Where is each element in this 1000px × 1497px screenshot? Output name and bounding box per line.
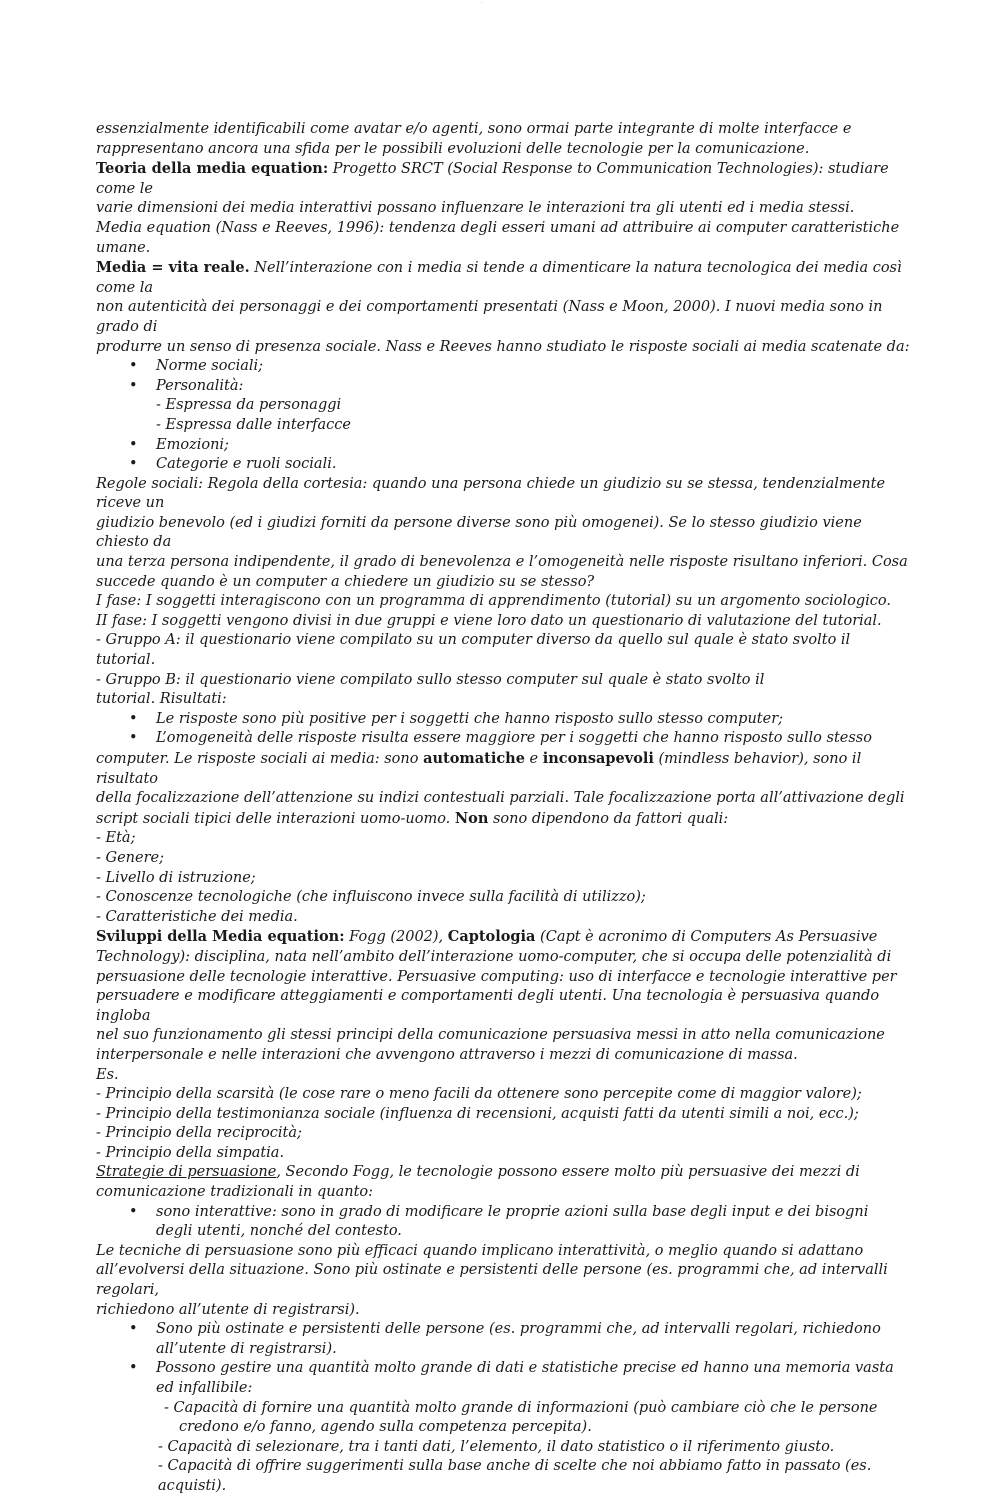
list-item: • Categorie e ruoli sociali. — [96, 455, 912, 475]
sub-list-item: - Espressa dalle interfacce — [156, 416, 352, 433]
list-item-continuation: degli utenti, nonché del contesto. — [156, 1223, 402, 1240]
factor-item: - Caratteristiche dei media. — [96, 908, 298, 925]
strategie-paragraph — [96, 1163, 912, 1183]
page-header-mark: — — [480, 0, 483, 4]
non-bold: Non — [454, 809, 489, 827]
vita-reale-text-3: produrre un senso di presenza sociale. Nass e Reeves hanno studiato le risposte sociali ai media scatenate da: — [96, 338, 910, 355]
sub-list-item: - Capacità di fornire una quantità molto grande di informazioni (può cambiare ciò che le persone — [164, 1399, 878, 1416]
automatiche-text-2: (mindless behavior), sono il risultato — [96, 751, 862, 787]
sviluppi-line: interpersonale e nelle interazioni che avvengono attraverso i mezzi di comunicazione di massa. — [96, 1046, 798, 1063]
principle-item: - Principio della simpatia. — [96, 1144, 285, 1161]
captologia-bold: Captologia — [447, 928, 536, 946]
automatiche-line-3a: script sociali tipici delle interazioni uomo-uomo. — [96, 810, 455, 827]
automatiche-line-3 — [96, 809, 912, 830]
list-item: • sono interattive: sono in grado di modificare le proprie azioni sulla base degli input e dei bisogni — [96, 1203, 912, 1223]
intro-line-1: essenzialmente identificabili come avatar e/o agenti, sono ormai parte integrante di molte interfacce e — [96, 121, 852, 137]
list-item-continuation: ed infallibile: — [156, 1380, 253, 1396]
sviluppi-text-1: (Capt è acronimo di Computers As Persuasive — [535, 929, 878, 946]
document-page — [96, 120, 912, 1497]
sub-list-item: - Capacità di offrire suggerimenti sulla base anche di scelte che noi abbiamo fatto in passato (es. acquisti). — [158, 1458, 872, 1494]
strategie-list-1 — [96, 1203, 912, 1242]
list-item-continuation: all’utente di registrarsi). — [156, 1340, 337, 1357]
automatiche-bold: automatiche — [423, 750, 525, 767]
list-item: • Emozioni; — [96, 436, 912, 456]
list-item: • Sono più ostinate e persistenti delle persone (es. programmi che, ad intervalli regolari, richiedono — [96, 1320, 912, 1340]
media-equation-text-1: Progetto SRCT (Social Response to Communication Technologies): studiare come le — [96, 161, 889, 197]
sviluppi-line: persuasione delle tecnologie interattive. Persuasive computing: uso di interfacce e tecnologie interattive per — [96, 968, 897, 985]
strategie-text-1: , Secondo Fogg, le tecnologie possono essere molto più persuasive dei mezzi di — [276, 1164, 860, 1181]
strategie-title: Strategie di persuasione — [96, 1164, 277, 1181]
vita-reale-text-1: Nell’interazione con i media si tende a dimenticare la natura tecnologica dei media così come la — [96, 260, 902, 296]
automatiche-paragraph — [96, 749, 912, 789]
media-equation-text-2: varie dimensioni dei media interattivi possano influenzare le interazioni tra gli utenti ed i media stessi. — [96, 200, 855, 217]
tecniche-line: Le tecniche di persuasione sono più efficaci quando implicano interattività, o meglio quando si adattano — [96, 1242, 864, 1259]
regole-line: - Gruppo A: il questionario viene compilato su un computer diverso da quello sul quale è stato svolto il tutorial. — [96, 632, 851, 669]
results-list — [96, 710, 912, 749]
media-equation-definition: Media equation (Nass e Reeves, 1996): tendenza degli esseri umani ad attribuire ai computer caratteristiche umane. — [96, 219, 900, 256]
vita-reale-paragraph — [96, 258, 912, 298]
list-item: • Possono gestire una quantità molto grande di dati e statistiche precise ed hanno una memoria vasta — [96, 1359, 912, 1379]
sviluppi-title: Sviluppi della Media equation: — [96, 928, 345, 946]
media-equation-paragraph — [96, 159, 912, 199]
regole-line: tutorial. Risultati: — [96, 691, 227, 708]
regole-line: II fase: I soggetti vengono divisi in due gruppi e viene loro dato un questionario di valutazione del tutorial. — [96, 612, 882, 629]
sub-list-item-continuation: credono e/o fanno, agendo sulla competenza percepita). — [179, 1419, 592, 1436]
regole-line: - Gruppo B: il questionario viene compilato sullo stesso computer sul quale è stato svolto il — [96, 671, 765, 688]
regole-line: giudizio benevolo (ed i giudizi forniti da persone diverse sono più omogenei). Se lo stesso giudizio viene chiesto da — [96, 514, 862, 551]
automatiche-line-3b: sono dipendono da fattori quali: — [488, 810, 729, 827]
regole-line: succede quando è un computer a chiedere un giudizio su se stesso? — [96, 573, 595, 590]
sviluppi-paragraph — [96, 927, 912, 948]
strategie-text-2: comunicazione tradizionali in quanto: — [96, 1184, 374, 1201]
list-item: • Le risposte sono più positive per i soggetti che hanno risposto sullo stesso computer; — [96, 710, 912, 730]
sub-list-item: - Espressa da personaggi — [156, 397, 342, 414]
automatiche-line-2: della focalizzazione dell’attenzione su indizi contestuali parziali. Tale focalizzazione porta all’attivazione degli — [96, 790, 905, 807]
list-item: • Personalità: — [96, 377, 912, 397]
intro-line-2: rappresentano ancora una sfida per le possibili evoluzioni delle tecnologie per la comunicazione. — [96, 140, 810, 157]
vita-reale-text-2: non autenticità dei personaggi e dei comportamenti presentati (Nass e Moon, 2000). I nuovi media sono in grado di — [96, 299, 883, 335]
sviluppi-line: persuadere e modificare atteggiamenti e comportamenti degli utenti. Una tecnologia è persuasiva quando ingloba — [96, 988, 880, 1024]
sviluppi-line: nel suo funzionamento gli stessi principi della comunicazione persuasiva messi in atto nella comunicazione — [96, 1027, 885, 1044]
social-responses-list — [96, 357, 912, 475]
list-item: • Norme sociali; — [96, 357, 912, 377]
media-equation-title: Teoria della media equation: — [96, 160, 329, 178]
factor-item: - Genere; — [96, 849, 164, 866]
strategie-list-2 — [96, 1320, 912, 1496]
regole-line: Regole sociali: Regola della cortesia: quando una persona chiede un giudizio su se stessa, tendenzialmente riceve un — [96, 475, 886, 512]
sviluppi-line: Technology): disciplina, nata nell’ambito dell’interazione uomo-computer, che si occupa delle potenzialità di — [96, 948, 892, 965]
sviluppi-line: Es. — [96, 1066, 119, 1083]
tecniche-line: richiedono all’utente di registrarsi). — [96, 1301, 360, 1318]
automatiche-text-1: computer. Le risposte sociali ai media: sono — [96, 751, 424, 767]
regole-line: I fase: I soggetti interagiscono con un programma di apprendimento (tutorial) su un argomento sociologico. — [96, 593, 891, 610]
automatiche-and: e — [524, 751, 543, 767]
inconsapevoli-bold: inconsapevoli — [542, 750, 654, 767]
principle-item: - Principio della testimonianza sociale (influenza di recensioni, acquisti fatti da utenti simili a noi, ecc.); — [96, 1105, 859, 1122]
sviluppi-fogg: Fogg (2002), — [344, 929, 448, 946]
list-item: • L’omogeneità delle risposte risulta essere maggiore per i soggetti che hanno risposto sullo stesso — [96, 729, 912, 749]
sub-list-item: - Capacità di selezionare, tra i tanti dati, l’elemento, il dato statistico o il riferimento giusto. — [158, 1438, 835, 1455]
factor-item: - Conoscenze tecnologiche (che influiscono invece sulla facilità di utilizzo); — [96, 889, 646, 906]
factor-item: - Età; — [96, 830, 136, 847]
vita-reale-title: Media = vita reale. — [96, 259, 250, 277]
principle-item: - Principio della scarsità (le cose rare o meno facili da ottenere sono percepite come di maggior valore); — [96, 1086, 862, 1103]
factor-item: - Livello di istruzione; — [96, 869, 256, 886]
tecniche-line: all’evolversi della situazione. Sono più ostinate e persistenti delle persone (es. programmi che, ad intervalli regolari, — [96, 1262, 888, 1299]
principle-item: - Principio della reciprocità; — [96, 1125, 302, 1142]
regole-line: una terza persona indipendente, il grado di benevolenza e l’omogeneità nelle risposte risultano inferiori. Cosa — [96, 554, 908, 571]
